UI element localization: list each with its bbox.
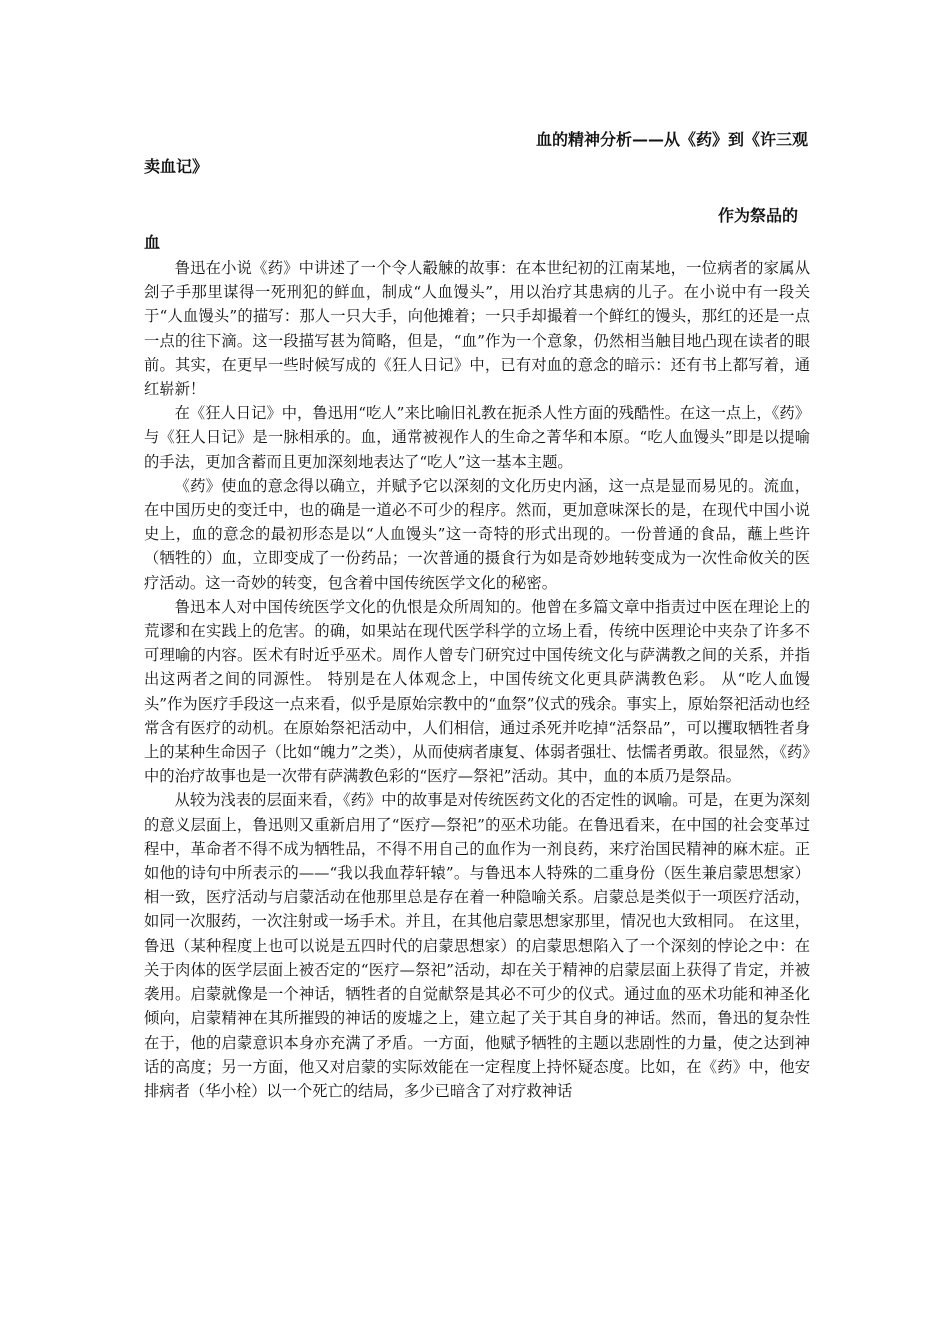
document-page (144, 126, 810, 1103)
paragraph-5: 从较为浅表的层面来看，《药》中的故事是对传统医药文化的否定性的讽喻。可是，在更为深刻的意义层面上，鲁迅则又重新启用了“医疗—祭祀”的巫术功能。在鲁迅看来，在中国的社会变革过程中，革命者不得不成为牺牲品，不得不用自己的血作为一剂良药，来疗治国民精神的麻木症。正如他的诗句中所表示的——“我以我血荐轩辕”。与鲁迅本人特殊的二重身份（医生兼启蒙思想家）相一致，医疗活动与启蒙活动在他那里总是存在着一种隐喻关系。启蒙总是类似于一项医疗活动，如同一次服药，一次注射或一场手术。并且，在其他启蒙思想家那里，情况也大致相同。 在这里，鲁迅（某种程度上也可以说是五四时代的启蒙思想家）的启蒙思想陷入了一个深刻的悖论之中：在关于肉体的医学层面上被否定的“医疗—祭祀”活动，却在关于精神的启蒙层面上获得了肯定，并被袭用。启蒙就像是一个神话，牺牲者的自觉献祭是其必不可少的仪式。通过血的巫术功能和神圣化倾向，启蒙精神在其所摧毁的神话的废墟之上，建立起了关于其自身的神话。然而，鲁迅的复杂性在于，他的启蒙意识本身亦充满了矛盾。一方面，他赋予牺牲的主题以悲剧性的力量，使之达到神话的高度；另一方面，他又对启蒙的实际效能在一定程度上持怀疑态度。比如，在《药》中，他安排病者（华小栓）以一个死亡的结局，多少已暗含了对疗救神话 (144, 791, 810, 1100)
document-title-line-1: 血的精神分析——从《药》到《许三观 (535, 130, 808, 149)
paragraph-4: 鲁迅本人对中国传统医学文化的仇恨是众所周知的。他曾在多篇文章中指责过中医在理论上的荒谬和在实践上的危害。的确，如果站在现代医学科学的立场上看，传统中医理论中夹杂了许多不可理喻的内容。医术有时近乎巫术。周作人曾专门研究过中国传统文化与萨满教之间的关系，并指出这两者之间的同源性。 特别是在人体观念上，中国传统文化更具萨满教色彩。 从“吃人血馒头”作为医疗手段这一点来看，似乎是原始宗教中的“血祭”仪式的残余。事实上，原始祭祀活动也经常含有医疗的动机。在原始祭祀活动中，人们相信，通过杀死并吃掉“活祭品”，可以攫取牺牲者身上的某种生命因子（比如“魄力”之类），从而使病者康复、体弱者强壮、怯懦者勇敢。很显然，《药》中的治疗故事也是一次带有萨满教色彩的“医疗—祭祀”活动。其中，血的本质乃是祭品。 (144, 597, 810, 786)
document-title-line-2: 卖血记》 (144, 157, 209, 176)
paragraph-2: 在《狂人日记》中，鲁迅用“吃人”来比喻旧礼教在扼杀人性方面的残酷性。在这一点上，《药》与《狂人日记》是一脉相承的。血，通常被视作人的生命之菁华和本原。“吃人血馒头”即是以提喻的手法，更加含蓄而且更加深刻地表达了“吃人”这一基本主题。 (144, 404, 810, 471)
section-heading-line-1: 作为祭品的 (717, 206, 798, 225)
section-heading-line-2: 血 (144, 233, 161, 252)
paragraph-3: 《药》使血的意念得以确立，并赋予它以深刻的文化历史内涵，这一点是显而易见的。流血，在中国历史的变迁中，也的确是一道必不可少的程序。然而，更加意味深长的是，在现代中国小说史上，血的意念的最初形态是以“人血馒头”这一奇特的形式出现的。一份普通的食品，蘸上些许（牺牲的）血，立即变成了一份药品；一次普通的摄食行为如是奇妙地转变成为一次性命攸关的医疗活动。这一奇妙的转变，包含着中国传统医学文化的秘密。 (144, 476, 810, 592)
paragraph-1: 鲁迅在小说《药》中讲述了一个令人觳觫的故事：在本世纪初的江南某地，一位病者的家属从刽子手那里谋得一死刑犯的鲜血，制成“人血馒头”，用以治疗其患病的儿子。在小说中有一段关于“人血馒头”的描写：那人一只大手，向他摊着；一只手却撮着一个鲜红的馒头，那红的还是一点一点的往下滴。这一段描写甚为简略，但是，“血”作为一个意象，仍然相当触目地凸现在读者的眼前。其实，在更早一些时候写成的《狂人日记》中，已有对血的意念的暗示：还有书上都写着，通红崭新！ (144, 259, 810, 399)
document-body (144, 256, 810, 1103)
